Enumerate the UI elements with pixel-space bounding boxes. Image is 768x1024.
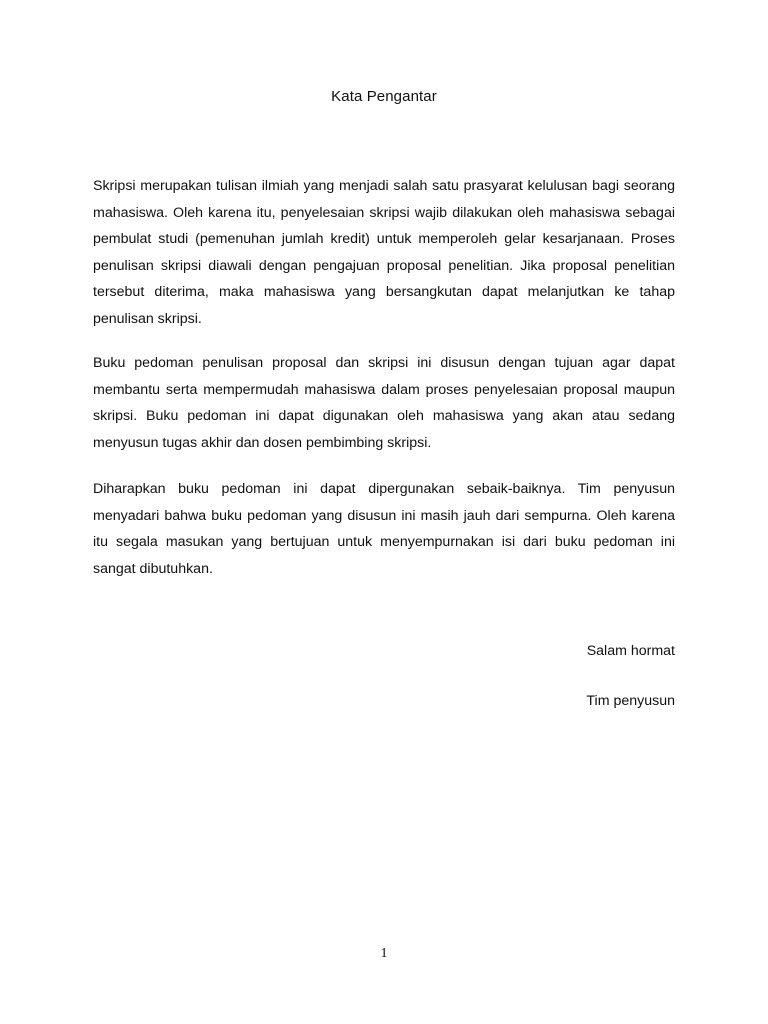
page-number: 1 [380, 946, 388, 961]
paragraph-3: Diharapkan buku pedoman ini dapat dipergunakan sebaik-baiknya. Tim penyusun menyadari bahwa buku pedoman yang disusun ini masih jauh dari sempurna. Oleh karena itu segala masukan yang bertujuan untuk menyempurnakan isi dari buku pedoman ini sangat dibutuhkan. [93, 481, 675, 577]
closing-signature: Tim penyusun [586, 693, 675, 709]
paragraph-1: Skripsi merupakan tulisan ilmiah yang menjadi salah satu prasyarat kelulusan bagi seorang mahasiswa. Oleh karena itu, penyelesaian skripsi wajib dilakukan oleh mahasiswa sebagai pembulat studi (pemenuhan jumlah kredit) untuk memperoleh gelar kesarjanaan. Proses penulisan skripsi diawali dengan pengajuan proposal penelitian. Jika proposal penelitian tersebut diterima, maka mahasiswa yang bersangkutan dapat melanjutkan ke tahap penulisan skripsi. [93, 178, 675, 327]
paragraph-2: Buku pedoman penulisan proposal dan skripsi ini disusun dengan tujuan agar dapat membantu serta mempermudah mahasiswa dalam proses penyelesaian proposal maupun skripsi. Buku pedoman ini dapat digunakan oleh mahasiswa yang akan atau sedang menyusun tugas akhir dan dosen pembimbing skripsi. [93, 355, 675, 451]
closing-greeting: Salam hormat [586, 643, 675, 659]
page-title: Kata Pengantar [331, 88, 437, 105]
